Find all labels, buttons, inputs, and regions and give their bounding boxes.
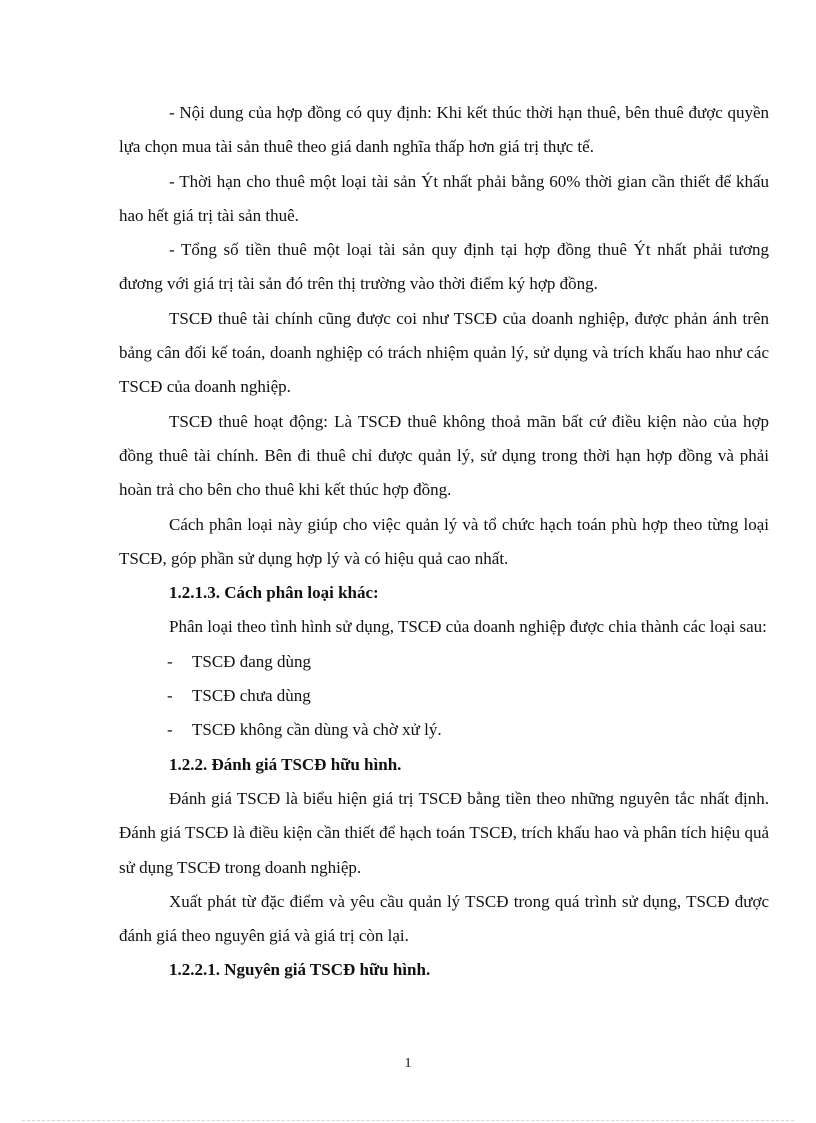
paragraph: - Tổng số tiền thuê một loại tài sản quy định tại hợp đồng thuê Ýt nhất phải tương đương với giá trị tài sản đó trên thị trường vào thời điểm ký hợp đồng.: [119, 240, 769, 294]
list-item-text: TSCĐ không cần dùng và chờ xử lý.: [192, 720, 442, 740]
list-item: [119, 679, 769, 713]
section-heading: 1.2.2.1. Nguyên giá TSCĐ hữu hình.: [169, 960, 431, 980]
list-item: [119, 713, 769, 747]
list-marker: -: [167, 651, 173, 671]
paragraph: TSCĐ thuê hoạt động: Là TSCĐ thuê không thoả mãn bất cứ điều kiện nào của hợp đồng thuê tài chính. Bên đi thuê chỉ được quản lý, sử dụng trong thời hạn hợp đồng và phải hoàn trả cho bên cho thuê khi kết thúc hợp đồng.: [119, 411, 769, 500]
paragraph: Xuất phát từ đặc điểm và yêu cầu quản lý TSCĐ trong quá trình sử dụng, TSCĐ được đánh giá theo nguyên giá và giá trị còn lại.: [119, 891, 769, 946]
paragraph: TSCĐ thuê tài chính cũng được coi như TSCĐ của doanh nghiệp, được phản ánh trên bảng cân đối kế toán, doanh nghiệp có trách nhiệm quản lý, sử dụng và trích khấu hao như các TSCĐ của doanh nghiệp.: [119, 308, 769, 397]
list-item-text: TSCĐ đang dùng: [192, 651, 311, 671]
usage-status-list: [119, 645, 769, 748]
list-marker: -: [167, 686, 173, 706]
section-heading: 1.2.2. Đánh giá TSCĐ hữu hình.: [169, 754, 402, 774]
page-content: [119, 96, 769, 988]
paragraph: - Nội dung của hợp đồng có quy định: Khi kết thúc thời hạn thuê, bên thuê được quyền lựa chọn mua tài sản thuê theo giá danh nghĩa thấp hơn giá trị thực tế.: [119, 103, 769, 157]
paragraph: Phân loại theo tình hình sử dụng, TSCĐ của doanh nghiệp được chia thành các loại sau:: [169, 617, 767, 637]
list-marker: -: [167, 720, 173, 740]
page-bottom-divider: [22, 1120, 794, 1121]
paragraph: - Thời hạn cho thuê một loại tài sản Ýt nhất phải bằng 60% thời gian cần thiết để khấu hao hết giá trị tài sản thuê.: [119, 171, 769, 225]
paragraph: Đánh giá TSCĐ là biểu hiện giá trị TSCĐ bằng tiền theo những nguyên tắc nhất định. Đánh giá TSCĐ là điều kiện cần thiết để hạch toán TSCĐ, trích khấu hao và phân tích hiệu quả sử dụng TSCĐ trong doanh nghiệp.: [119, 788, 769, 877]
list-item-text: TSCĐ chưa dùng: [192, 686, 311, 706]
page-number: 1: [404, 1056, 412, 1071]
section-heading: 1.2.1.3. Cách phân loại khác:: [169, 583, 379, 603]
paragraph: Cách phân loại này giúp cho việc quản lý và tổ chức hạch toán phù hợp theo từng loại TSCĐ, góp phần sử dụng hợp lý và có hiệu quả cao nhất.: [119, 514, 769, 568]
list-item: [119, 645, 769, 679]
